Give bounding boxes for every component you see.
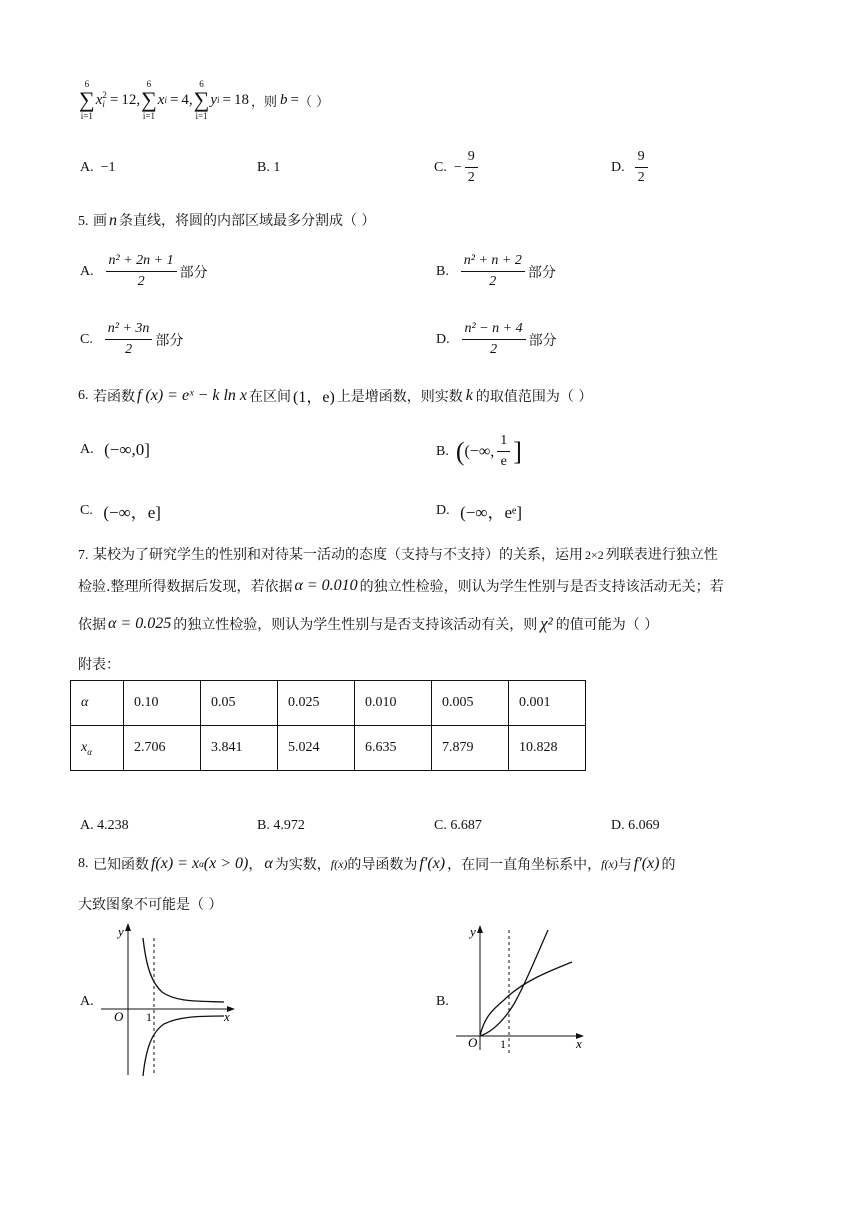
q6-option-c[interactable]: C. (−∞，e] xyxy=(80,502,161,522)
q5-option-d[interactable]: D. $\frac{\text{n² − n + 4}}{2}$ 部分 xyxy=(436,321,557,357)
q4-option-c[interactable]: C. − $\frac{9}{2}$ xyxy=(434,148,481,187)
q7-option-d[interactable]: D. 6.069 xyxy=(611,818,660,833)
q6-stem: 6. 若函数 f (x) = eˣ − k ln x 在区间 (1，e) 上是增函数，则实数 k 的取值范围为（ ） xyxy=(78,384,592,407)
q8-option-a[interactable]: A. xyxy=(80,994,94,1009)
q7-line3: 依据 α = 0.025 的独立性检验，则认为学生性别与是否支持该活动有关，则 χ² 的值可能为（ ） xyxy=(78,614,659,633)
x-sq-sum: 12 xyxy=(121,91,137,108)
q7-option-a[interactable]: A. 4.238 xyxy=(80,818,129,833)
origin-label: O xyxy=(114,1009,124,1024)
x-label: x xyxy=(576,1036,582,1051)
convex-curve xyxy=(480,930,548,1036)
q5-option-c[interactable]: C. $\frac{\text{n² + 3n}}{2}$ 部分 xyxy=(80,321,184,357)
q8-line1: 8. 已知函数 f(x) = x α (x > 0) ， α 为实数， f(x) 的导函数为 f′(x) ，在同一直角坐标系中， f(x) 与 f′(x) 的 xyxy=(78,855,676,873)
q6-option-b[interactable]: B. ( (−∞, $\frac{1}{e}$ ] xyxy=(436,433,522,469)
one-label: 1 xyxy=(500,1037,506,1051)
q7-line2: 检验.整理所得数据后发现，若依据 α = 0.010 的独立性检验，则认为学生性别与是否支持该活动无关；若 xyxy=(78,577,724,595)
table-row: α 0.10 0.05 0.025 0.010 0.005 0.001 xyxy=(71,681,586,726)
sum-symbol: 6 ∑ i=1 xyxy=(193,79,210,121)
q8-line2: 大致图象不可能是（ ） xyxy=(78,897,223,913)
y-arrow xyxy=(477,925,483,933)
concave-curve xyxy=(480,962,572,1036)
y-arrow xyxy=(125,923,131,931)
q7-appendix-label: 附表： xyxy=(78,657,120,673)
q4-option-b[interactable]: B. 1 xyxy=(257,160,281,175)
y-sum: 18 xyxy=(234,91,250,108)
q7-option-c[interactable]: C. 6.687 xyxy=(434,818,482,833)
q6-option-d[interactable]: D. (−∞，eᵉ] xyxy=(436,502,523,522)
q8-graph-b xyxy=(452,920,602,1060)
y-label: y xyxy=(118,924,124,939)
x-label: x xyxy=(224,1009,230,1024)
lower-curve xyxy=(143,1016,224,1076)
table-row: $x_\alpha$ 2.706 3.841 5.024 6.635 7.879 10.828 xyxy=(71,726,586,771)
q6-option-a[interactable]: A. (−∞,0] xyxy=(80,440,150,459)
q7-option-b[interactable]: B. 4.972 xyxy=(257,818,305,833)
sum-symbol: 6 ∑ i=1 xyxy=(141,79,157,121)
q4-sum-line: 6 ∑ i=1 x 2 i = 12 , 6 ∑ i=1 x i = 4 , 6 ∑ i=1 y i = 18 ，则 b = （ ） xyxy=(79,79,330,121)
critical-value-table xyxy=(70,680,586,771)
y-label: y xyxy=(470,924,476,939)
q6-function: f (x) = eˣ − k ln x xyxy=(136,386,248,404)
q5-option-b[interactable]: B. $\frac{\text{n² + n + 2}}{2}$ 部分 xyxy=(436,253,556,289)
x-sum: 4 xyxy=(181,91,189,108)
q4-option-d[interactable]: D. $\frac{9}{2}$ xyxy=(611,148,651,187)
q7-line1: 7. 某校为了研究学生的性别和对待某一活动的态度（支持与不支持）的关系，运用 2×2 列联表进行独立性 xyxy=(78,547,718,563)
q8-graph-a xyxy=(96,920,246,1080)
sum-symbol: 6 ∑ i=1 xyxy=(79,79,95,121)
origin-label: O xyxy=(468,1035,478,1050)
q8-option-b[interactable]: B. xyxy=(436,994,449,1009)
q5-stem: 5. 画 n 条直线，将圆的内部区域最多分割成（ ） xyxy=(78,212,376,229)
one-label: 1 xyxy=(146,1010,152,1024)
q4-option-a[interactable]: A. −1 xyxy=(80,160,116,175)
q5-option-a[interactable]: A. $\frac{\text{n² + 2n + 1}}{2}$ 部分 xyxy=(80,253,208,289)
q6-interval: (1，e) xyxy=(293,389,335,406)
upper-curve xyxy=(143,938,224,1002)
